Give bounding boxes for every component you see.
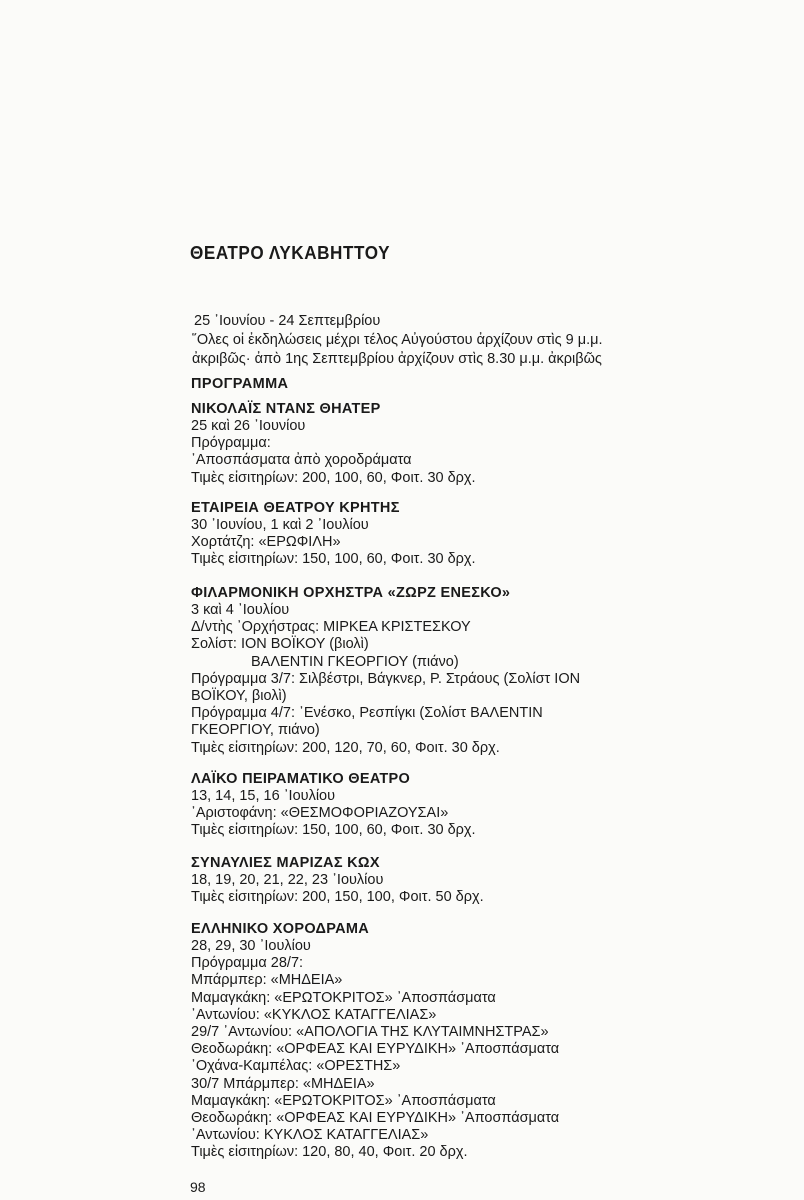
event-line: Μαμαγκάκη: «ΕΡΩΤΟΚΡΙΤΟΣ» ᾿Αποσπάσματα (191, 989, 496, 1006)
event-line: 30 ᾿Ιουνίου, 1 καὶ 2 ᾿Ιουλίου (191, 517, 369, 533)
event-line: ΒΟΪΚΟΥ, βιολὶ) (191, 688, 287, 705)
event-title: ΦΙΛΑΡΜΟΝΙΚΗ ΟΡΧΗΣΤΡΑ «ΖΩΡΖ ΕΝΕΣΚΟ» (191, 585, 511, 601)
intro-dates: 25 ᾿Ιουνίου - 24 Σεπτεμβρίου (194, 313, 381, 329)
event-line: 30/7 Μπάρμπερ: «ΜΗΔΕΙΑ» (191, 1075, 375, 1092)
event-title: ΕΤΑΙΡΕΙΑ ΘΕΑΤΡΟΥ ΚΡΗΤΗΣ (191, 500, 400, 516)
event-line: ᾿Αντωνίου: «ΚΥΚΛΟΣ ΚΑΤΑΓΓΕΛΙΑΣ» (191, 1006, 437, 1023)
event-line: Πρόγραμμα 3/7: Σιλβέστρι, Βάγκνερ, Ρ. Στράους (Σολίστ ΙΟΝ (191, 670, 581, 687)
event-line: ᾿Αντωνίου: ΚΥΚΛΟΣ ΚΑΤΑΓΓΕΛΙΑΣ» (191, 1127, 429, 1144)
event-mariza-koch-concerts (191, 854, 751, 906)
event-line: Πρόγραμμα 28/7: (191, 955, 304, 972)
event-line: Πρόγραμμα 4/7: ᾿Ενέσκο, Ρεσπίγκι (Σολίστ ΒΑΛΕΝΤΙΝ (191, 705, 543, 722)
event-line: 3 καὶ 4 ᾿Ιουλίου (191, 602, 290, 618)
page-title: ΘΕΑΤΡΟ ΛΥΚΑΒΗΤΤΟΥ (190, 243, 391, 263)
event-line: ᾿Οχάνα-Καμπέλας: «ΟΡΕΣΤΗΣ» (191, 1058, 401, 1075)
event-line: Τιμὲς εἰσιτηρίων: 200, 150, 100, Φοιτ. 50 δρχ. (191, 889, 484, 906)
event-line: ᾿Αποσπάσματα ἀπὸ χοροδράματα (191, 452, 412, 469)
intro-line: ἀκριβῶς· ἀπὸ 1ης Σεπτεμβρίου ἀρχίζουν στὶς 8.30 μ.μ. ἀκριβῶς (192, 351, 602, 367)
program-heading: ΠΡΟΓΡΑΜΜΑ (191, 376, 289, 392)
event-line: 28, 29, 30 ᾿Ιουλίου (191, 938, 311, 954)
event-line: Σολίστ: ΙΟΝ ΒΟΪΚΟΥ (βιολὶ) (191, 636, 369, 653)
event-line: Τιμὲς εἰσιτηρίων: 200, 120, 70, 60, Φοιτ. 30 δρχ. (191, 739, 500, 756)
page-number: 98 (190, 1179, 206, 1195)
event-folk-experimental-theatre (191, 770, 751, 840)
event-line: 18, 19, 20, 21, 22, 23 ᾿Ιουλίου (191, 872, 384, 888)
event-line: ΓΚΕΟΡΓΙΟΥ, πιάνο) (191, 722, 320, 739)
event-line: Τιμὲς εἰσιτηρίων: 150, 100, 60, Φοιτ. 30 δρχ. (191, 551, 476, 568)
event-crete-theatre (191, 499, 751, 569)
event-line: Χορτάτζη: «ΕΡΩΦΙΛΗ» (191, 534, 341, 551)
event-line: Τιμὲς εἰσιτηρίων: 120, 80, 40, Φοιτ. 20 δρχ. (191, 1144, 468, 1161)
event-line: Πρόγραμμα: (191, 435, 271, 452)
event-title: ΕΛΛΗΝΙΚΟ ΧΟΡΟΔΡΑΜΑ (191, 921, 370, 937)
event-greek-choreodrama (191, 920, 751, 1162)
event-line: Τιμὲς εἰσιτηρίων: 150, 100, 60, Φοιτ. 30 δρχ. (191, 822, 476, 839)
event-line: Θεοδωράκη: «ΟΡΦΕΑΣ ΚΑΙ ΕΥΡΥΔΙΚΗ» ᾿Αποσπάσματα (191, 1041, 560, 1058)
event-enesco-orchestra (191, 584, 751, 757)
event-line: Μπάρμπερ: «ΜΗΔΕΙΑ» (191, 972, 343, 989)
intro-block (192, 312, 603, 369)
event-line: 29/7 ᾿Αντωνίου: «ΑΠΟΛΟΓΙΑ ΤΗΣ ΚΛΥΤΑΙΜΝΗΣΤΡΑΣ» (191, 1024, 549, 1041)
intro-line: ῞Ολες οἱ ἐκδηλώσεις μέχρι τέλος Αὐγούστου ἀρχίζουν στὶς 9 μ.μ. (192, 332, 603, 348)
event-nikolais (191, 400, 751, 487)
event-title: ΛΑΪΚΟ ΠΕΙΡΑΜΑΤΙΚΟ ΘΕΑΤΡΟ (191, 771, 411, 787)
event-line: Δ/ντὴς ᾿Ορχήστρας: ΜΙΡΚΕΑ ΚΡΙΣΤΕΣΚΟΥ (191, 619, 471, 636)
event-title: ΣΥΝΑΥΛΙΕΣ ΜΑΡΙΖΑΣ ΚΩΧ (191, 855, 380, 871)
event-line: Μαμαγκάκη: «ΕΡΩΤΟΚΡΙΤΟΣ» ᾿Αποσπάσματα (191, 1092, 496, 1109)
event-line: Θεοδωράκη: «ΟΡΦΕΑΣ ΚΑΙ ΕΥΡΥΔΙΚΗ» ᾿Αποσπάσματα (191, 1110, 560, 1127)
event-line: 25 καὶ 26 ᾿Ιουνίου (191, 418, 306, 434)
event-title: ΝΙΚΟΛΑΪΣ ΝΤΑΝΣ ΘΗΑΤΕΡ (191, 401, 381, 417)
event-line: 13, 14, 15, 16 ᾿Ιουλίου (191, 788, 336, 804)
event-line: Τιμὲς εἰσιτηρίων: 200, 100, 60, Φοιτ. 30 δρχ. (191, 469, 476, 486)
event-line: ᾿Αριστοφάνη: «ΘΕΣΜΟΦΟΡΙΑΖΟΥΣΑΙ» (191, 805, 449, 822)
event-line: ΒΑΛΕΝΤΙΝ ΓΚΕΟΡΓΙΟΥ (πιάνο) (251, 653, 459, 670)
